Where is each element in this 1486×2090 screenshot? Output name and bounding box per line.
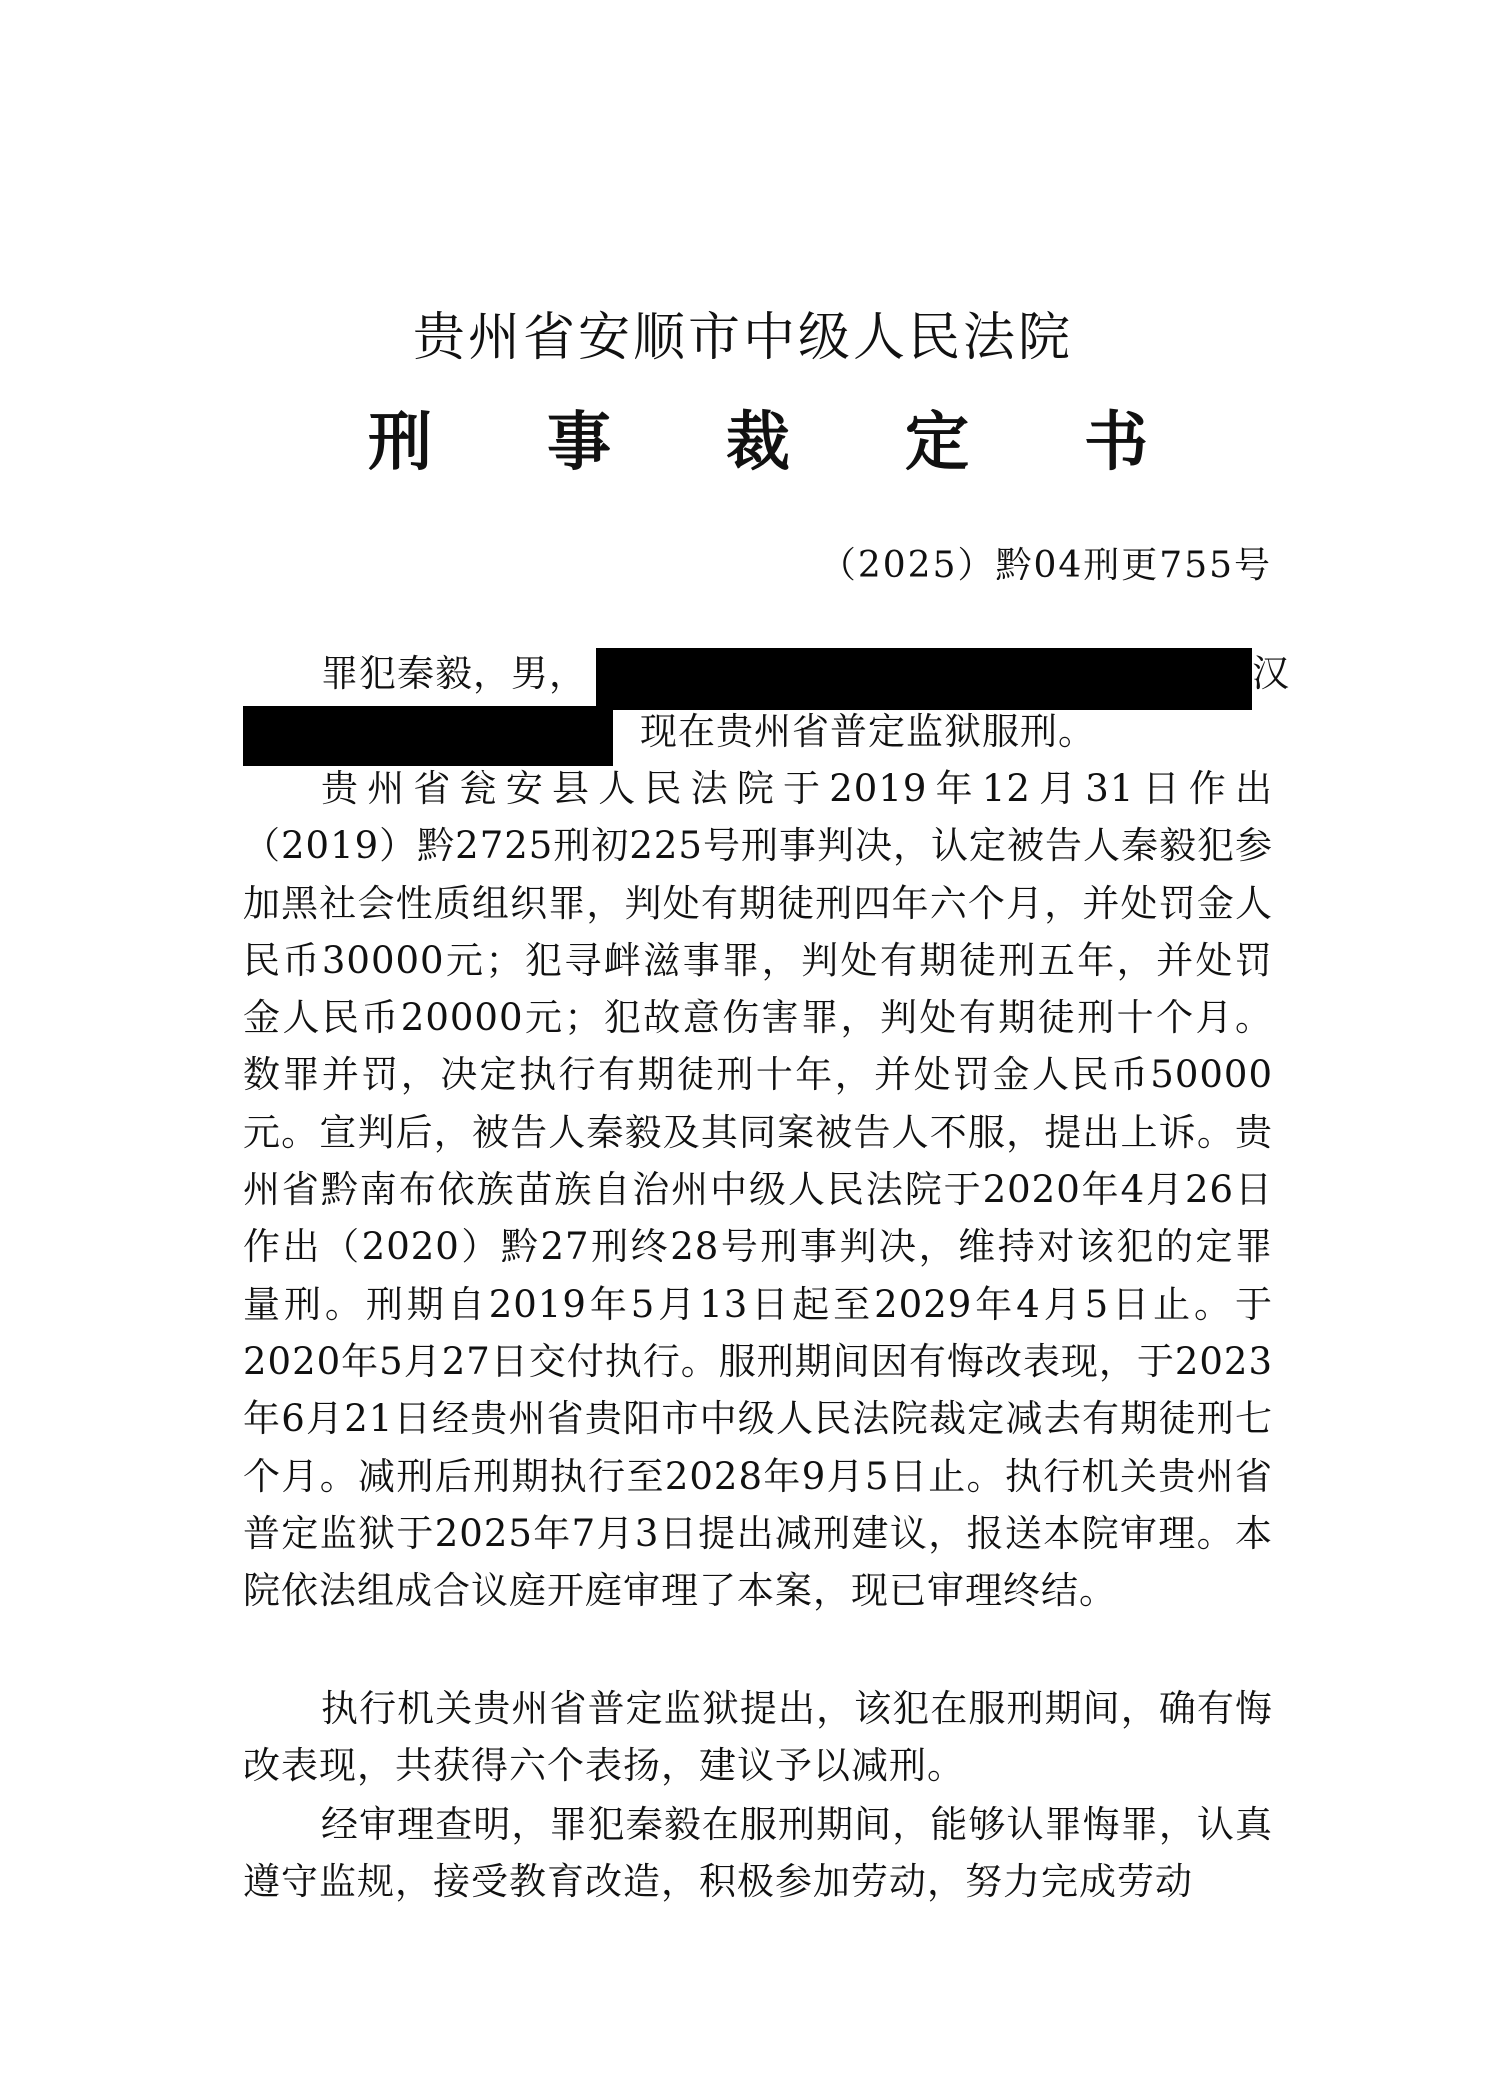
doc-type-char: 定 — [905, 406, 969, 480]
doc-type-char: 书 — [1084, 406, 1148, 480]
defendant-intro-text: 罪犯秦毅，男， — [321, 652, 587, 695]
defendant-intro-trailing-char: 汉 — [1252, 652, 1289, 695]
paragraph-case-history: 贵州省瓮安县人民法院于2019年12月31日作出（2019）黔2725刑初225号刑事判决，认定被告人秦毅犯参加黑社会性质组织罪，判处有期徒刑四年六个月，并处罚金人民币30000元；犯寻衅滋事罪，判处有期徒刑五年，并处罚金人民币20000元；犯故意伤害罪，判处有期徒刑十个月。数罪并罚，决定执行有期徒刑十年，并处罚金人民币50000元。宣判后，被告人秦毅及其同案被告人不服，提出上诉。贵州省黔南布依族苗族自治州中级人民法院于2020年4月26日作出（2020）黔27刑终28号刑事判决，维持对该犯的定罪量刑。刑期自2019年5月13日起至2029年4月5日止。于2020年5月27日交付执行。服刑期间因有悔改表现，于2023年6月21日经贵州省贵阳市中级人民法院裁定减去有期徒刑七个月。减刑后刑期执行至2028年9月5日止。执行机关贵州省普定监狱于2025年7月3日提出减刑建议，报送本院审理。本院依法组成合议庭开庭审理了本案，现已审理终结。 — [243, 767, 1273, 1613]
doc-type-char: 事 — [547, 406, 611, 480]
doc-type-char: 裁 — [726, 406, 790, 480]
paragraph-prison-proposal: 执行机关贵州省普定监狱提出，该犯在服刑期间，确有悔改表现，共获得六个表扬，建议予以减刑。 — [243, 1687, 1273, 1788]
redaction-bar — [596, 648, 1252, 710]
defendant-custody-text: 现在贵州省普定监狱服刑。 — [640, 710, 1096, 753]
case-number: （2025）黔04刑更755号 — [819, 545, 1272, 586]
redaction-bar — [243, 706, 613, 766]
document-type-title — [368, 398, 1148, 488]
court-name: 贵州省安顺市中级人民法院 — [412, 308, 1073, 368]
doc-type-char: 刑 — [368, 406, 432, 480]
paragraph-findings: 经审理查明，罪犯秦毅在服刑期间，能够认罪悔罪，认真遵守监规，接受教育改造，积极参加劳动，努力完成劳动 — [243, 1803, 1273, 1904]
